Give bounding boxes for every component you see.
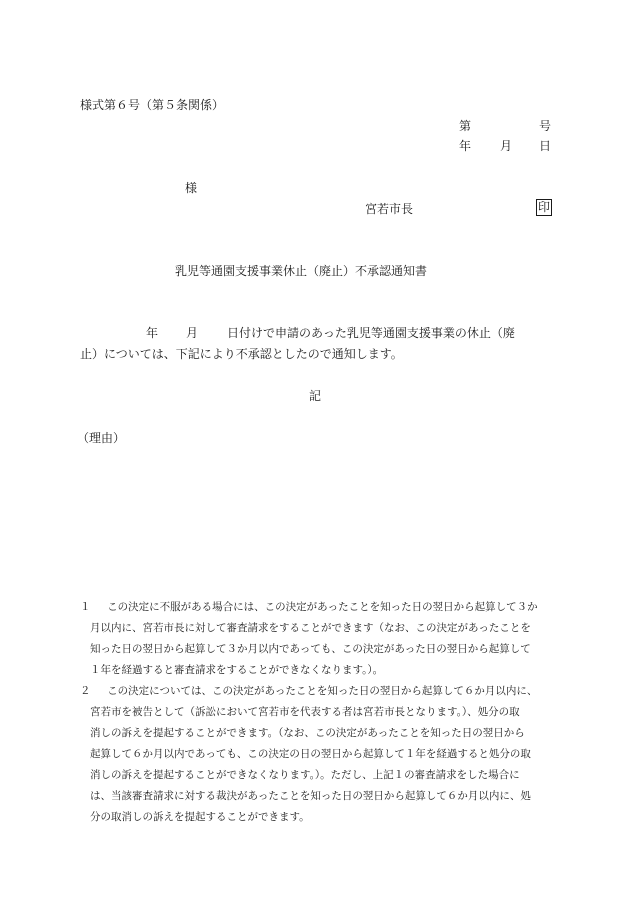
note-line: 消しの訴えを提起することができなくなります。）。ただし、上記１の審査請求をした場合に bbox=[90, 769, 520, 781]
body-year: 年 bbox=[146, 326, 159, 340]
note-line: この決定に不服がある場合には、この決定があったことを知った日の翌日から起算して３か bbox=[107, 601, 538, 613]
note-line: 月以内に、宮若市長に対して審査請求をすることができます（なお、この決定があったことを bbox=[90, 622, 531, 634]
notes-section bbox=[80, 597, 560, 828]
note-line: 起算して６か月以内であっても、この決定の日の翌日から起算して１年を経過すると処分の取 bbox=[90, 748, 531, 760]
body-month: 月 bbox=[186, 326, 199, 340]
seal-label: 印 bbox=[538, 200, 551, 214]
note-line: 知った日の翌日から起算して３か月以内であっても、この決定があった日の翌日から起算して bbox=[90, 643, 531, 655]
body-line2: 止）については、下記により不承認としたので通知します。 bbox=[80, 347, 403, 361]
issuer-title: 宮若市長 bbox=[365, 202, 414, 216]
note-number: １ bbox=[80, 601, 91, 613]
note-line: 分の取消しの訴えを提起することができます。 bbox=[90, 811, 310, 823]
recipient-honorific: 様 bbox=[185, 181, 198, 195]
note-line: 宮若市を被告として（訴訟において宮若市を代表する者は宮若市長となります。）、処分の取 bbox=[90, 706, 520, 718]
body-line1: 日付けで申請のあった乳児等通園支援事業の休止（廃 bbox=[227, 326, 515, 340]
note-2 bbox=[80, 681, 560, 828]
doc-number-suffix: 号 bbox=[539, 119, 552, 133]
reason-label: （理由） bbox=[77, 431, 126, 445]
note-line: この決定については、この決定があったことを知った日の翌日から起算して６か月以内に、 bbox=[107, 685, 538, 697]
note-number: ２ bbox=[80, 685, 91, 697]
note-1 bbox=[80, 597, 560, 681]
doc-number-prefix: 第 bbox=[459, 119, 472, 133]
date-year: 年 bbox=[459, 139, 472, 153]
note-line: 消しの訴えを提起することができます。（なお、この決定があったことを知った日の翌日から bbox=[90, 727, 525, 739]
note-line: １年を経過すると審査請求をすることができなくなります。）。 bbox=[90, 664, 384, 676]
document-title: 乳児等通園支援事業休止（廃止）不承認通知書 bbox=[175, 264, 428, 278]
ki-mark: 記 bbox=[309, 389, 322, 403]
seal-mark bbox=[536, 199, 552, 216]
date-day: 日 bbox=[539, 139, 552, 153]
form-label: 様式第６号（第５条関係） bbox=[80, 98, 225, 112]
date-month: 月 bbox=[500, 139, 513, 153]
note-line: は、当該審査請求に対する裁決があったことを知った日の翌日から起算して６か月以内に、処 bbox=[90, 790, 531, 802]
